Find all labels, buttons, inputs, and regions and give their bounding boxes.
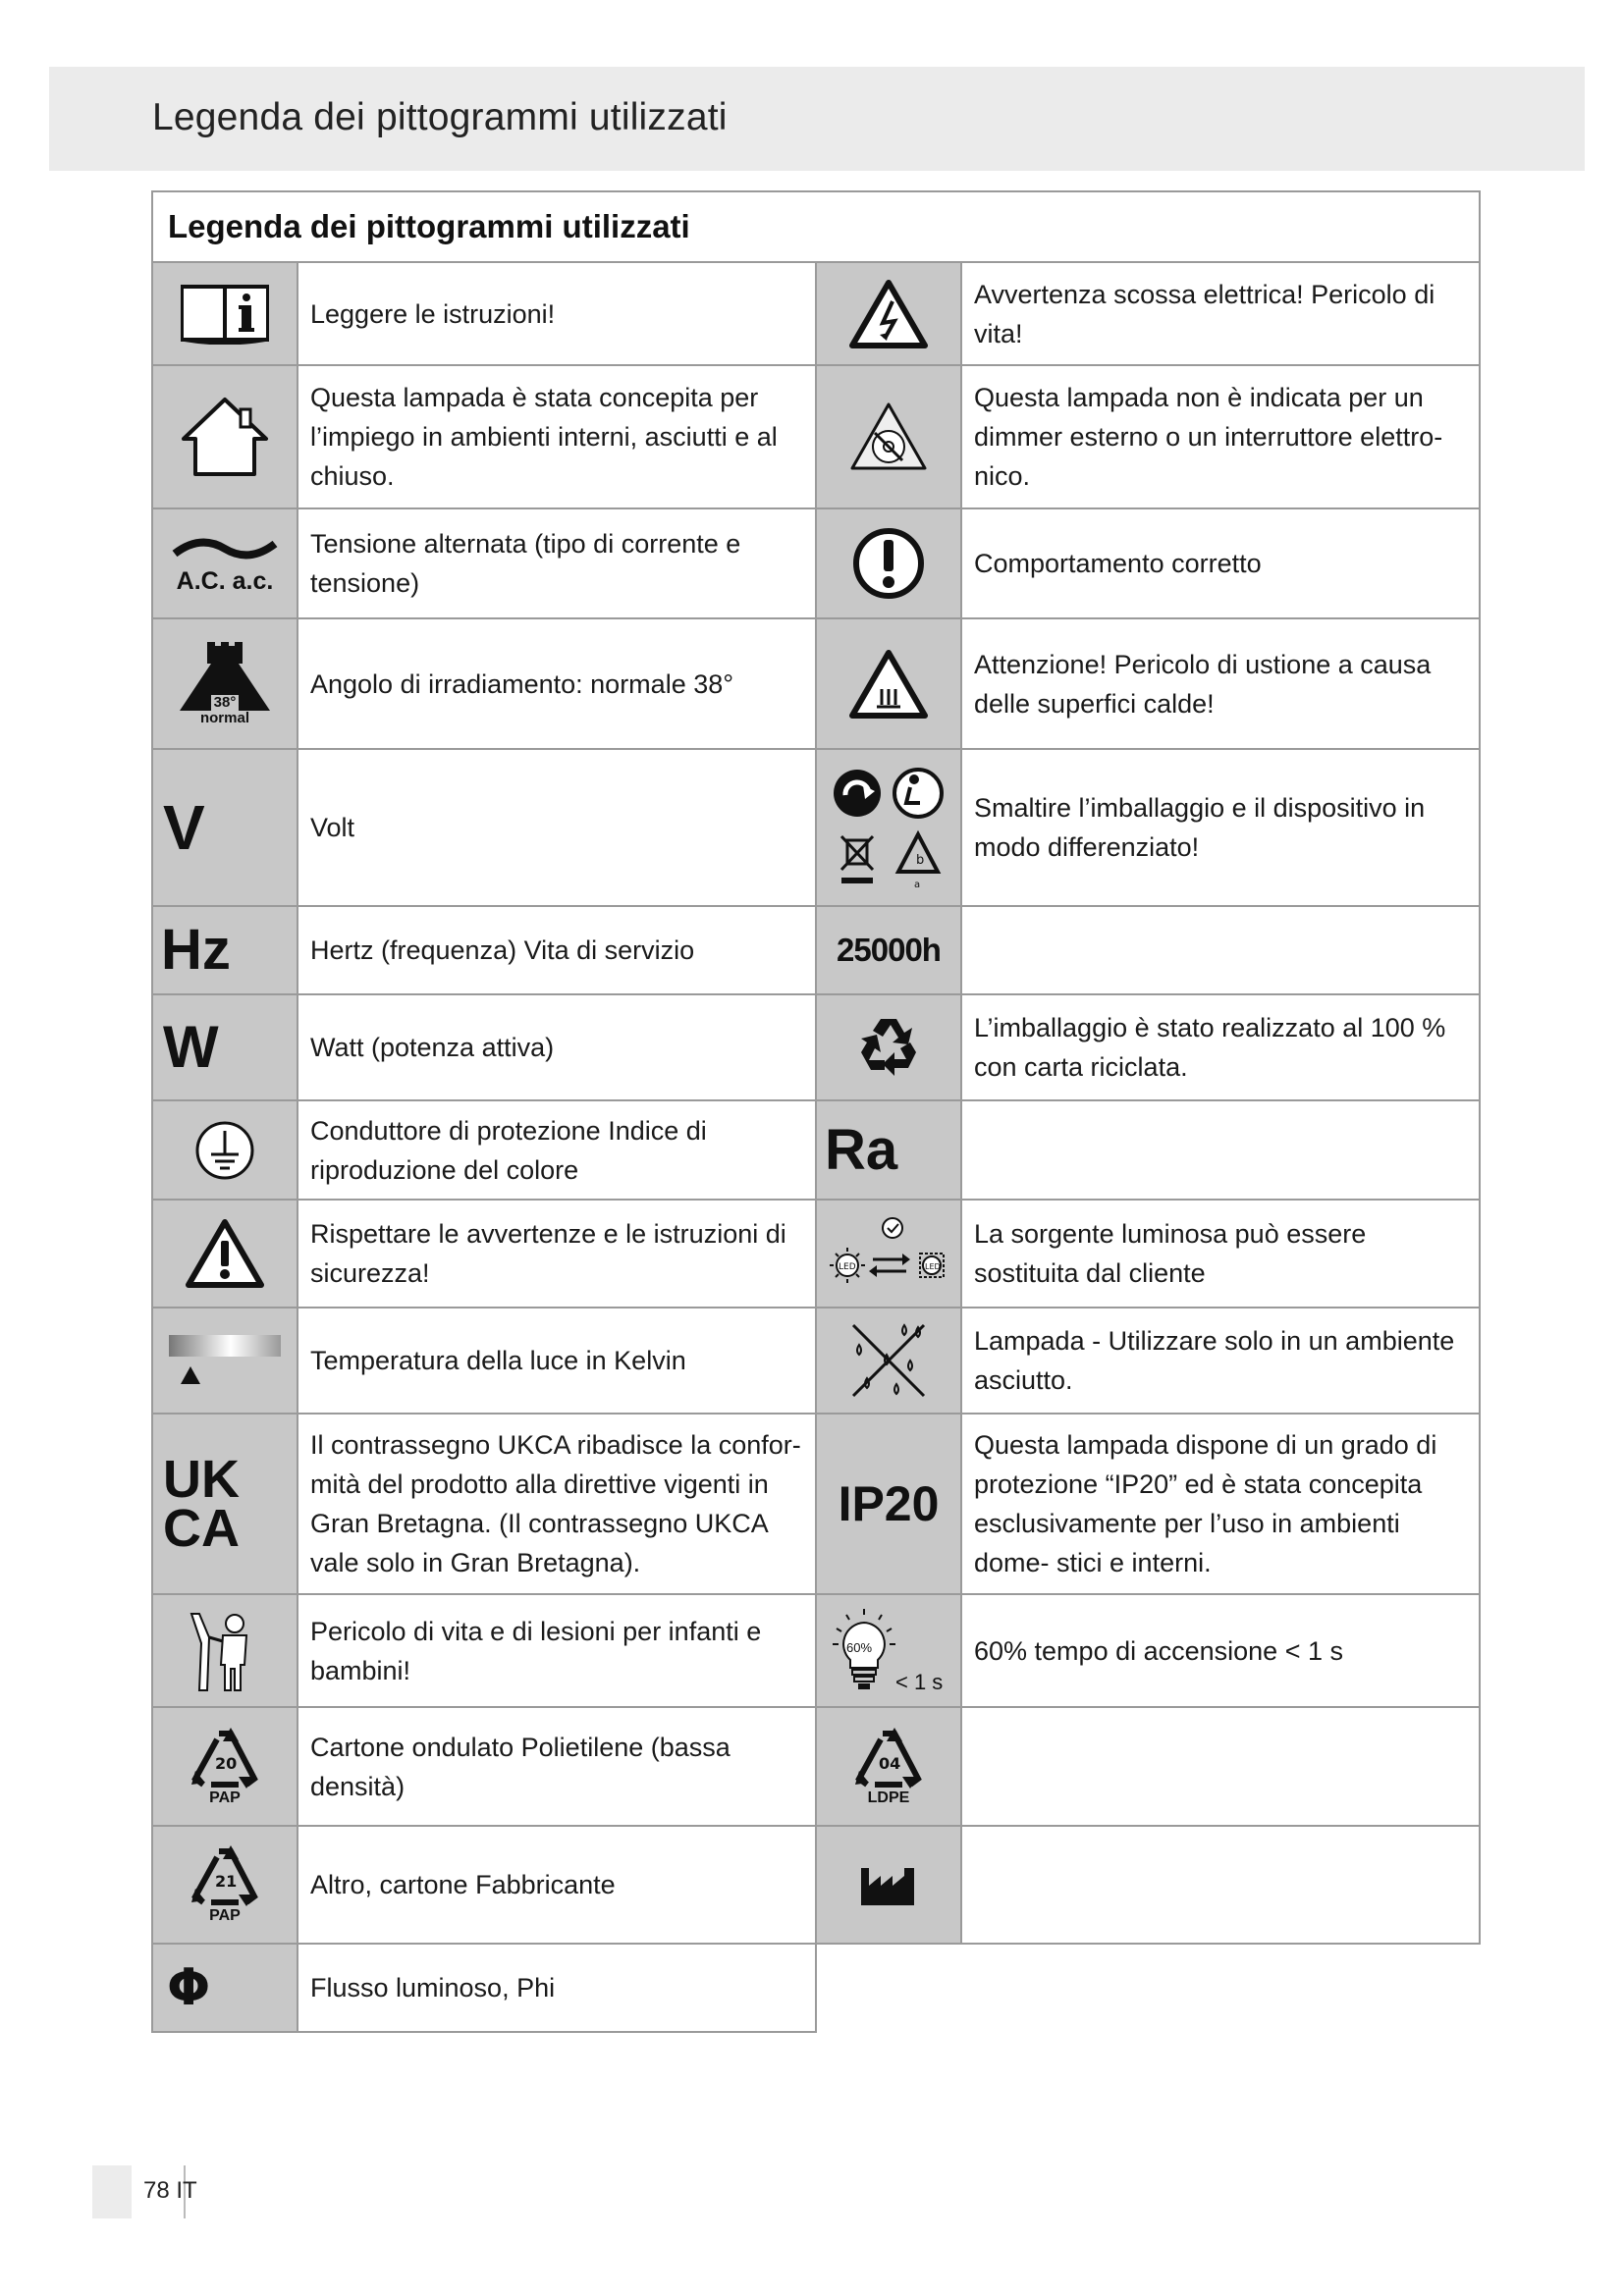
table-row: [152, 1944, 1480, 2032]
icon-label: 60%: [846, 1639, 873, 1655]
volt-icon: [152, 749, 298, 906]
table-row: [152, 1826, 1480, 1944]
beam-angle-icon: [152, 618, 298, 749]
legend-text: Questa lampada dispone di un grado di protezione “IP20” ed è stata concepita esclusivamente per l’uso in ambienti dome- stici e interni.: [961, 1414, 1480, 1594]
color-temperature-icon: [152, 1308, 298, 1414]
legend-text: Conduttore di protezione Indice di riproduzione del colore: [298, 1100, 816, 1200]
ip20-icon: [816, 1414, 961, 1594]
recycling-04-ldpe-icon: [816, 1707, 961, 1826]
legend-text: Angolo di irradiamento: normale 38°: [298, 618, 816, 749]
icon-label: A.C. a.c.: [176, 566, 274, 595]
phi-icon: [152, 1944, 298, 2032]
icon-label: V: [163, 792, 205, 863]
ukca-icon: [152, 1414, 298, 1594]
svg-text:LED: LED: [925, 1262, 941, 1271]
hot-surface-warning-icon: [816, 618, 961, 749]
lifetime-icon: [816, 906, 961, 994]
icon-label: 38°: [211, 695, 240, 711]
table-row: [152, 508, 1480, 618]
pictogram-legend-table: [151, 190, 1481, 2033]
recycle-icon: [816, 994, 961, 1100]
legend-text: Attenzione! Pericolo di ustione a causa delle superfici calde!: [961, 618, 1480, 749]
warm-up-time-icon: [816, 1594, 961, 1707]
electric-shock-warning-icon: [816, 262, 961, 365]
legend-text: Leggere le istruzioni!: [298, 262, 816, 365]
icon-label: PAP: [209, 1789, 241, 1806]
protective-earth-icon: [152, 1100, 298, 1200]
table-row: [152, 994, 1480, 1100]
page-title: Legenda dei pittogrammi utilizzati: [152, 96, 728, 138]
icon-label: Φ: [167, 1958, 211, 2017]
icon-label: 25000h: [837, 932, 941, 968]
legend-text: Il contrassegno UKCA ribadisce la confor- mità del prodotto alla direttive vigenti in Gran Bretagna. (Il contrassegno UKCA vale solo in Gran Bretagna).: [298, 1414, 816, 1594]
icon-label: W: [163, 1014, 219, 1080]
icon-label: Ra: [825, 1117, 898, 1182]
table-title: Legenda dei pittogrammi utilizzati: [152, 191, 1480, 262]
legend-text: Pericolo di vita e di lesioni per infanti e bambini!: [298, 1594, 816, 1707]
icon-number: 21: [215, 1872, 238, 1891]
replaceable-led-icon: [816, 1200, 961, 1308]
icon-label: < 1 s: [895, 1669, 944, 1694]
table-row: [152, 1707, 1480, 1826]
table-row: [152, 1414, 1480, 1594]
legend-text: Smaltire l’imballaggio e il dispositivo in modo differenziato!: [961, 749, 1480, 906]
legend-text: Temperatura della luce in Kelvin: [298, 1308, 816, 1414]
legend-text: Altro, cartone Fabbricante: [298, 1826, 816, 1944]
table-row: [152, 749, 1480, 906]
svg-text:b: b: [916, 853, 925, 868]
legend-text: Tensione alternata (tipo di corrente e tensione): [298, 508, 816, 618]
footer-box: [92, 2165, 132, 2218]
legend-text: 60% tempo di accensione < 1 s: [961, 1594, 1480, 1707]
table-row: [152, 1200, 1480, 1308]
icon-label: Hz: [161, 918, 231, 982]
legend-text: Lampada - Utilizzare solo in un ambiente asciutto.: [961, 1308, 1480, 1414]
legend-text: L’imballaggio è stato realizzato al 100 % con carta riciclata.: [961, 994, 1480, 1100]
legend-text: Volt: [298, 749, 816, 906]
table-row: [152, 1100, 1480, 1200]
icon-number: 20: [215, 1753, 238, 1773]
svg-text:LED: LED: [839, 1262, 856, 1272]
legend-text: Questa lampada è stata concepita per l’impiego in ambienti interni, asciutti e al chiuso.: [298, 365, 816, 508]
empty-cell: [816, 1944, 1480, 2032]
table-row: [152, 1594, 1480, 1707]
disposal-symbols-icon: [816, 749, 961, 906]
hertz-icon: [152, 906, 298, 994]
no-dimmer-icon: [816, 365, 961, 508]
icon-number: 04: [879, 1753, 901, 1773]
table-row: [152, 1308, 1480, 1414]
book-info-icon: [152, 262, 298, 365]
warning-triangle-icon: [152, 1200, 298, 1308]
table-row: [152, 365, 1480, 508]
house-icon: [152, 365, 298, 508]
table-row: [152, 262, 1480, 365]
legend-text: Questa lampada non è indicata per un dimmer esterno o un interruttore elettro- nico.: [961, 365, 1480, 508]
recycling-20-pap-icon: [152, 1707, 298, 1826]
legend-text: Hertz (frequenza) Vita di servizio: [298, 906, 816, 994]
legend-text: Avvertenza scossa elettrica! Pericolo di vita!: [961, 262, 1480, 365]
icon-label: UK: [163, 1450, 240, 1509]
legend-text: Rispettare le avvertenze e le istruzioni di sicurezza!: [298, 1200, 816, 1308]
legend-text: Flusso luminoso, Phi: [298, 1944, 816, 2032]
dry-location-icon: [816, 1308, 961, 1414]
legend-text: La sorgente luminosa può essere sostituita dal cliente: [961, 1200, 1480, 1308]
svg-text:a: a: [914, 880, 921, 890]
color-rendering-icon: [816, 1100, 961, 1200]
legend-text: Comportamento corretto: [961, 508, 1480, 618]
icon-label: PAP: [209, 1907, 241, 1924]
legend-text: [961, 1707, 1480, 1826]
child-hazard-icon: [152, 1594, 298, 1707]
table-row: [152, 618, 1480, 749]
legend-text: Watt (potenza attiva): [298, 994, 816, 1100]
legend-text: Cartone ondulato Polietilene (bassa densità): [298, 1707, 816, 1826]
legend-text: [961, 906, 1480, 994]
legend-text: [961, 1100, 1480, 1200]
header-band: [49, 67, 1585, 171]
recycling-21-pap-icon: [152, 1826, 298, 1944]
watt-icon: [152, 994, 298, 1100]
icon-label: LDPE: [867, 1789, 910, 1806]
icon-label: normal: [199, 709, 249, 726]
page-number: 78 IT: [143, 2177, 197, 2204]
icon-label: IP20: [838, 1476, 940, 1531]
table-row: [152, 906, 1480, 994]
alternating-current-icon: [152, 508, 298, 618]
manufacturer-icon: [816, 1826, 961, 1944]
exclamation-circle-icon: [816, 508, 961, 618]
icon-label: CA: [163, 1499, 240, 1558]
legend-text: [961, 1826, 1480, 1944]
